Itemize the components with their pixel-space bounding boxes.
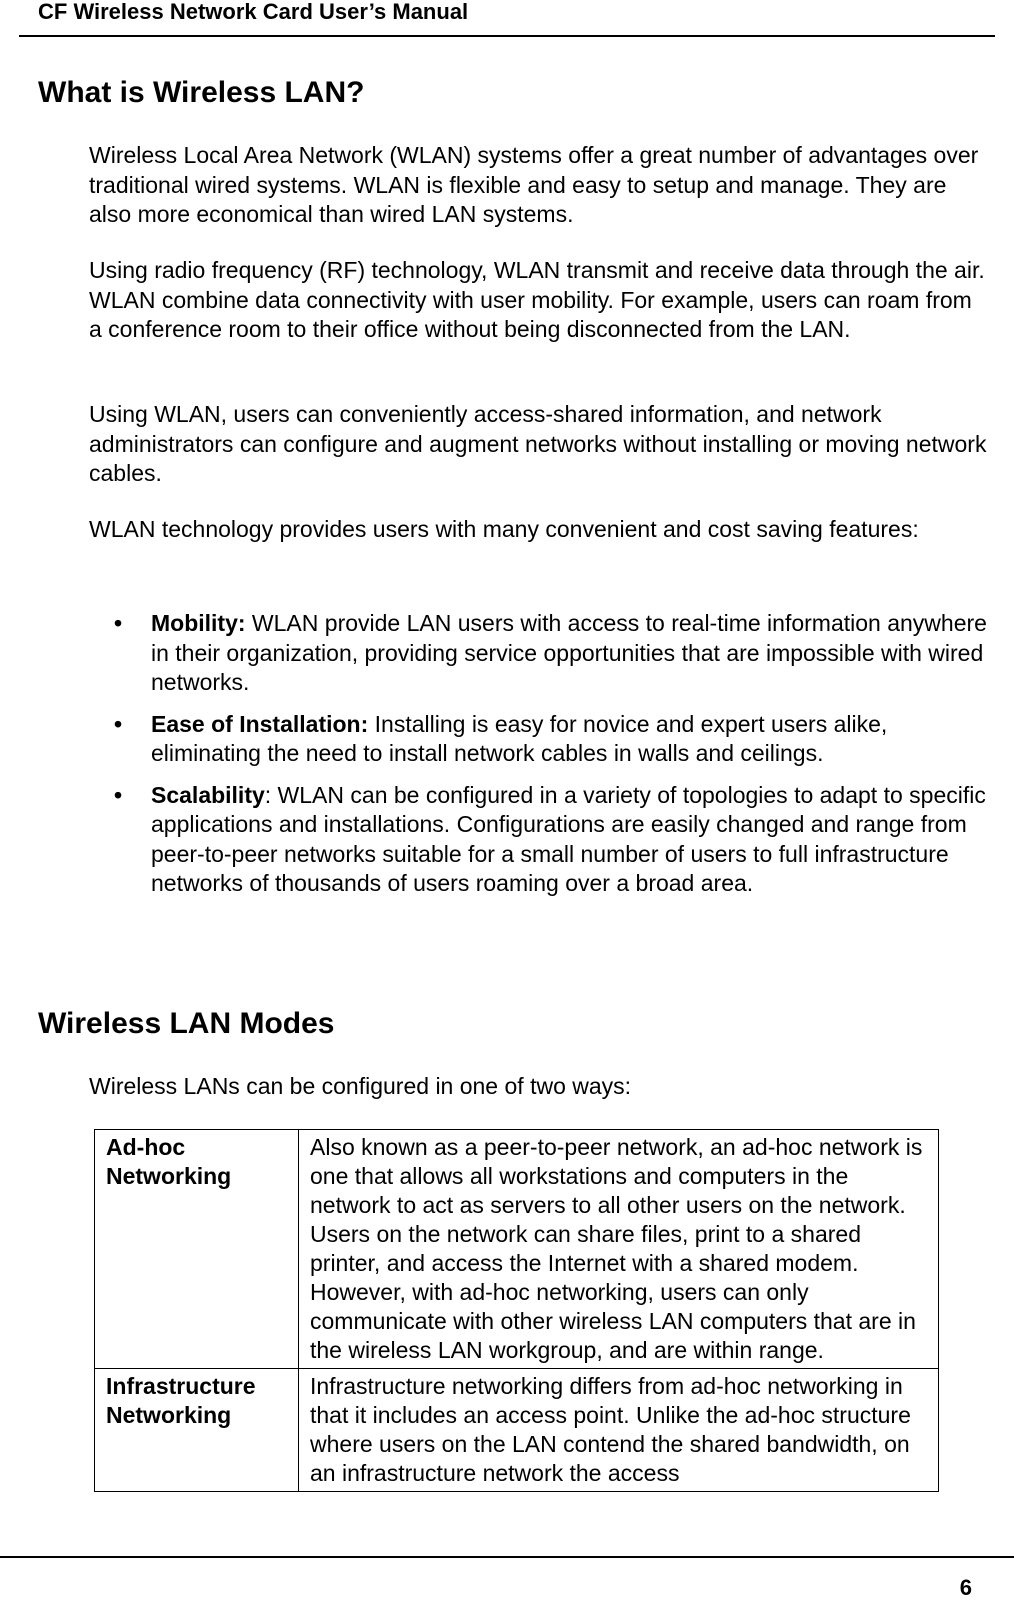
mode-description-cell: Infrastructure networking differs from ad-hoc networking in that it includes an access point. Unlike the ad-hoc structure where users on the LAN contend the shared bandwidth, on an infrastructure network the access <box>299 1369 939 1492</box>
bullet-marker: • <box>114 710 123 737</box>
list-item-ease-of-installation <box>89 710 989 769</box>
paragraph-rf-technology: Using radio frequency (RF) technology, WLAN transmit and receive data through the air. WLAN combine data connectivity with user mobility. For example, users can roam from a conference room to their office without being disconnected from the LAN. <box>89 257 985 342</box>
header-divider <box>19 35 995 37</box>
mode-term-line: Ad-hoc <box>106 1134 186 1160</box>
page-number: 6 <box>959 1575 972 1600</box>
mode-term-line: Infrastructure <box>106 1373 256 1399</box>
feature-description: Installing is easy for novice and expert users alike, eliminating the need to install network cables in walls and ceilings. <box>151 710 888 766</box>
mode-term-line: Networking <box>106 1163 232 1189</box>
running-header-title: CF Wireless Network Card User’s Manual <box>38 0 469 24</box>
paragraph-wlan-intro: Wireless Local Area Network (WLAN) systems offer a great number of advantages over traditional wired systems. WLAN is flexible and easy to setup and manage. They are also more economical than wired LAN systems. <box>89 142 979 227</box>
feature-list <box>89 609 989 911</box>
feature-term: Scalability <box>151 781 265 808</box>
modes-table <box>94 1129 939 1492</box>
mode-term-line: Networking <box>106 1402 232 1428</box>
feature-term: Mobility: <box>151 610 246 636</box>
mode-term-cell <box>95 1369 299 1492</box>
feature-term: Ease of Installation: <box>151 710 369 737</box>
list-item-scalability <box>89 781 989 899</box>
table-row-infrastructure <box>95 1369 939 1492</box>
list-item-mobility <box>89 609 989 698</box>
paragraph-features-intro: WLAN technology provides users with many convenient and cost saving features: <box>89 516 919 542</box>
table-row-ad-hoc <box>95 1130 939 1369</box>
section-heading-what-is-wlan: What is Wireless LAN? <box>38 76 365 109</box>
mode-description-cell: Also known as a peer-to-peer network, an ad-hoc network is one that allows all workstations and computers in the network to act as servers to all other users on the network. Users on the network can share files, print to a shared printer, and access the Internet with a shared modem. However, with ad-hoc networking, users can only communicate with other wireless LAN computers that are in the wireless LAN workgroup, and are within range. <box>299 1130 939 1369</box>
paragraph-shared-access: Using WLAN, users can conveniently access-shared information, and network administrators can configure and augment networks without installing or moving network cables. <box>89 401 987 486</box>
feature-description: WLAN provide LAN users with access to real-time information anywhere in their organization, providing service opportunities that are impossible with wired networks. <box>151 610 987 695</box>
paragraph-modes-intro: Wireless LANs can be configured in one of two ways: <box>89 1073 632 1099</box>
feature-description: : WLAN can be configured in a variety of topologies to adapt to specific applications and installations. Configurations are easily changed and range from peer-to-peer networks suitable for a small number of users to full infrastructure networks of thousands of users roaming over a broad area. <box>151 781 986 896</box>
section-heading-wlan-modes: Wireless LAN Modes <box>38 1007 335 1040</box>
mode-term-cell <box>95 1130 299 1369</box>
footer-divider <box>0 1556 1014 1558</box>
bullet-marker: • <box>114 610 123 636</box>
bullet-marker: • <box>114 781 123 808</box>
